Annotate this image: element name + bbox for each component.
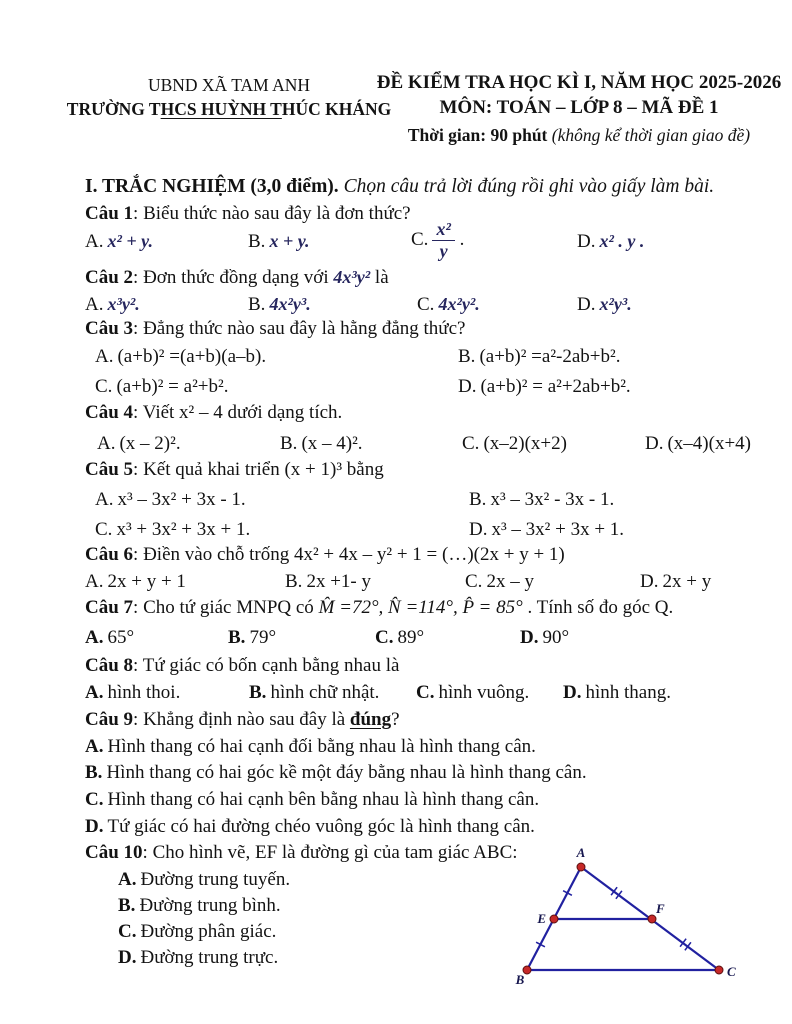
question-5-option-a: A. x³ – 3x² + 3x - 1.	[95, 489, 246, 510]
question-4-option-b: B. (x – 4)².	[280, 433, 363, 454]
question-1-option-d: D. x² . y .	[577, 231, 645, 252]
label-c: C	[727, 964, 736, 979]
label-e: E	[537, 911, 546, 926]
question-3-option-c: C. (a+b)² = a²+b².	[95, 376, 229, 397]
question-9-option-b: B. Hình thang có hai góc kề một đáy bằng nhau là hình thang cân.	[85, 762, 587, 783]
question-1-option-a: A. x² + y.	[85, 231, 153, 252]
question-9-option-a: A. Hình thang có hai cạnh đối bằng nhau là hình thang cân.	[85, 736, 536, 757]
angle-math: M̂ =72°, N̂ =114°, P̂ = 85°	[318, 597, 523, 618]
question-3: Câu 3: Đẳng thức nào sau đây là hằng đẳng thức?	[85, 318, 466, 339]
question-9-option-d: D. Tứ giác có hai đường chéo vuông góc là hình thang cân.	[85, 816, 535, 837]
question-8-option-a: A. hình thoi.	[85, 682, 181, 703]
question-1: Câu 1: Biểu thức nào sau đây là đơn thức?	[85, 203, 411, 224]
header-left	[62, 73, 396, 121]
question-5-option-d: D. x³ – 3x² + 3x + 1.	[469, 519, 625, 540]
school-name: TRƯỜNG THCS HUỲNH THÚC KHÁNG	[66, 99, 392, 119]
question-10-option-b: B. Đường trung bình.	[118, 895, 281, 916]
question-10-option-c: C. Đường phân giác.	[118, 921, 277, 942]
triangle-figure	[500, 842, 750, 992]
question-3-option-b: B. (a+b)² =a²-2ab+b².	[458, 346, 621, 367]
exam-time: Thời gian: 90 phút (không kể thời gian giao đề)	[407, 125, 751, 145]
question-10: Câu 10: Cho hình vẽ, EF là đường gì của tam giác ABC:	[85, 842, 518, 863]
question-7-option-b: B. 79°	[228, 627, 277, 648]
header-right	[376, 70, 782, 148]
vertex-dot-c	[715, 966, 723, 974]
emphasized-word: đúng	[349, 709, 392, 730]
org-name: UBND XÃ TAM ANH	[147, 75, 311, 95]
question-6-option-a: A. 2x + y + 1	[85, 571, 186, 592]
question-9: Câu 9: Khẳng định nào sau đây là đúng?	[85, 709, 400, 730]
question-7: Câu 7: Cho tứ giác MNPQ có M̂ =72°, N̂ =114°, P̂ = 85° . Tính số đo góc Q.	[85, 597, 674, 618]
question-8-option-d: D. hình thang.	[563, 682, 671, 703]
exam-title: ĐỀ KIỂM TRA HỌC KÌ I, NĂM HỌC 2025-2026	[376, 72, 782, 93]
question-4-option-c: C. (x–2)(x+2)	[462, 433, 567, 454]
question-8-option-c: C. hình vuông.	[416, 682, 530, 703]
question-2: Câu 2: Đơn thức đồng dạng với 4x³y² là	[85, 267, 389, 288]
question-7-option-d: D. 90°	[520, 627, 570, 648]
question-1-option-c: C. $\frac{\text{x²}}{y}$ .	[411, 219, 465, 261]
question-8-option-b: B. hình chữ nhật.	[249, 682, 380, 703]
question-8: Câu 8: Tứ giác có bốn cạnh bằng nhau là	[85, 655, 400, 676]
question-7-option-c: C. 89°	[375, 627, 425, 648]
question-5-option-b: B. x³ – 3x² - 3x - 1.	[469, 489, 615, 510]
question-3-option-d: D. (a+b)² = a²+2ab+b².	[458, 376, 631, 397]
label-b: B	[515, 972, 525, 987]
vertex-dot-f	[648, 915, 656, 923]
question-3-option-a: A. (a+b)² =(a+b)(a–b).	[95, 346, 267, 367]
question-7-option-a: A. 65°	[85, 627, 135, 648]
question-6-option-b: B. 2x +1- y	[285, 571, 371, 592]
question-2-option-a: A. x³y².	[85, 294, 140, 315]
question-2-option-d: D. x²y³.	[577, 294, 632, 315]
question-4-option-d: D. (x–4)(x+4)	[645, 433, 752, 454]
exam-subject: MÔN: TOÁN – LỚP 8 – MÃ ĐỀ 1	[439, 97, 719, 118]
fraction: $\frac{\text{x²}}{y}$	[432, 220, 454, 261]
vertex-dot-a	[577, 863, 585, 871]
question-10-option-a: A. Đường trung tuyến.	[118, 869, 291, 890]
question-9-option-c: C. Hình thang có hai cạnh bên bằng nhau là hình thang cân.	[85, 789, 540, 810]
question-2-option-c: C. 4x²y².	[417, 294, 480, 315]
question-5: Câu 5: Kết quả khai triển (x + 1)³ bằng	[85, 459, 384, 480]
question-6-option-c: C. 2x – y	[465, 571, 534, 592]
section-1-heading: I. TRẮC NGHIỆM (3,0 điểm). Chọn câu trả lời đúng rồi ghi vào giấy làm bài.	[85, 176, 715, 197]
question-5-option-c: C. x³ + 3x² + 3x + 1.	[95, 519, 251, 540]
question-1-option-b: B. x + y.	[248, 231, 310, 252]
question-2-option-b: B. 4x²y³.	[248, 294, 311, 315]
question-6-option-d: D. 2x + y	[640, 571, 712, 592]
question-4: Câu 4: Viết x² – 4 dưới dạng tích.	[85, 402, 343, 423]
label-f: F	[656, 901, 665, 916]
question-10-option-d: D. Đường trung trực.	[118, 947, 279, 968]
question-4-option-a: A. (x – 2)².	[97, 433, 181, 454]
label-a: A	[576, 845, 586, 860]
vertex-dot-e	[550, 915, 558, 923]
question-6: Câu 6: Điền vào chỗ trống 4x² + 4x – y² + 1 = (…)(2x + y + 1)	[85, 544, 565, 565]
